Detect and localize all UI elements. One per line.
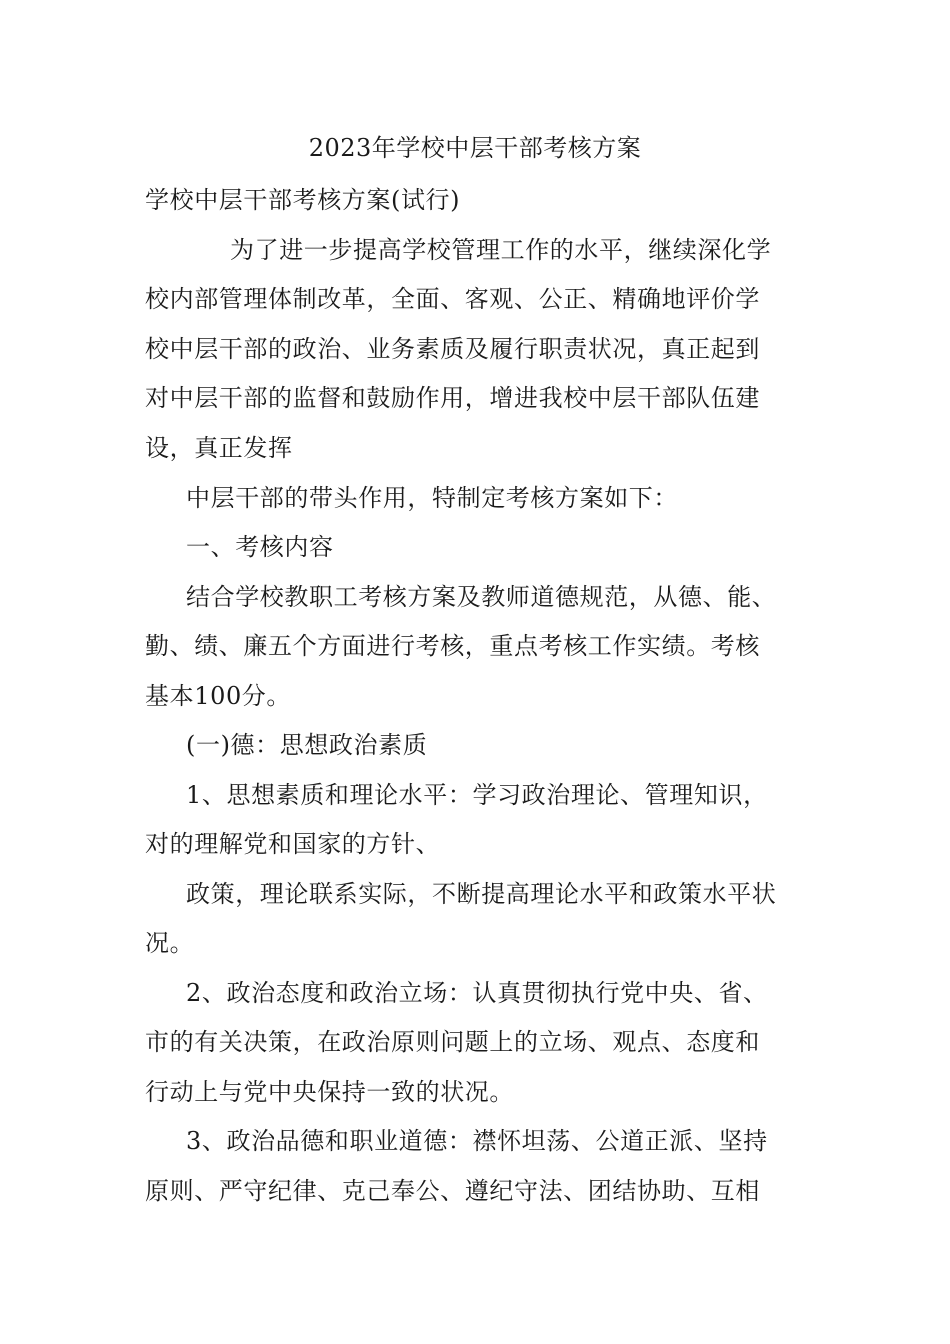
- paragraph-line: 况。: [145, 929, 195, 957]
- paragraph-line: 为了进一步提高学校管理工作的水平，继续深化学: [230, 236, 772, 264]
- paragraph-line: 中层干部的带头作用，特制定考核方案如下：: [186, 484, 678, 512]
- paragraph-line: 政策，理论联系实际，不断提高理论水平和政策水平状: [186, 880, 777, 908]
- paragraph-line: 设，真正发挥: [145, 434, 293, 462]
- document-title: 2023年学校中层干部考核方案: [308, 134, 642, 162]
- paragraph-line: 市的有关决策，在政治原则问题上的立场、观点、态度和: [145, 1028, 760, 1056]
- section-heading: 一、考核内容: [186, 533, 334, 561]
- paragraph-line: 对中层干部的监督和鼓励作用，增进我校中层干部队伍建: [145, 384, 760, 412]
- paragraph-line: 勤、绩、廉五个方面进行考核，重点考核工作实绩。考核: [145, 632, 760, 660]
- paragraph-line: 基本100分。: [145, 682, 292, 710]
- subtitle: 学校中层干部考核方案(试行): [145, 186, 461, 214]
- paragraph-line: 行动上与党中央保持一致的状况。: [145, 1078, 514, 1106]
- paragraph-line: 对的理解党和国家的方针、: [145, 830, 441, 858]
- paragraph-line: 校内部管理体制改革，全面、客观、公正、精确地评价学: [145, 285, 760, 313]
- subsection-heading: (一)德：思想政治素质: [186, 731, 428, 759]
- paragraph-line: 结合学校教职工考核方案及教师道德规范，从德、能、: [186, 583, 777, 611]
- paragraph-line: 原则、严守纪律、克己奉公、遵纪守法、团结协助、互相: [145, 1177, 760, 1205]
- paragraph-line: 校中层干部的政治、业务素质及履行职责状况，真正起到: [145, 335, 760, 363]
- paragraph-line: 2、政治态度和政治立场：认真贯彻执行党中央、省、: [186, 979, 768, 1007]
- paragraph-line: 3、政治品德和职业道德：襟怀坦荡、公道正派、坚持: [186, 1127, 768, 1155]
- paragraph-line: 1、思想素质和理论水平：学习政治理论、管理知识，: [186, 781, 768, 809]
